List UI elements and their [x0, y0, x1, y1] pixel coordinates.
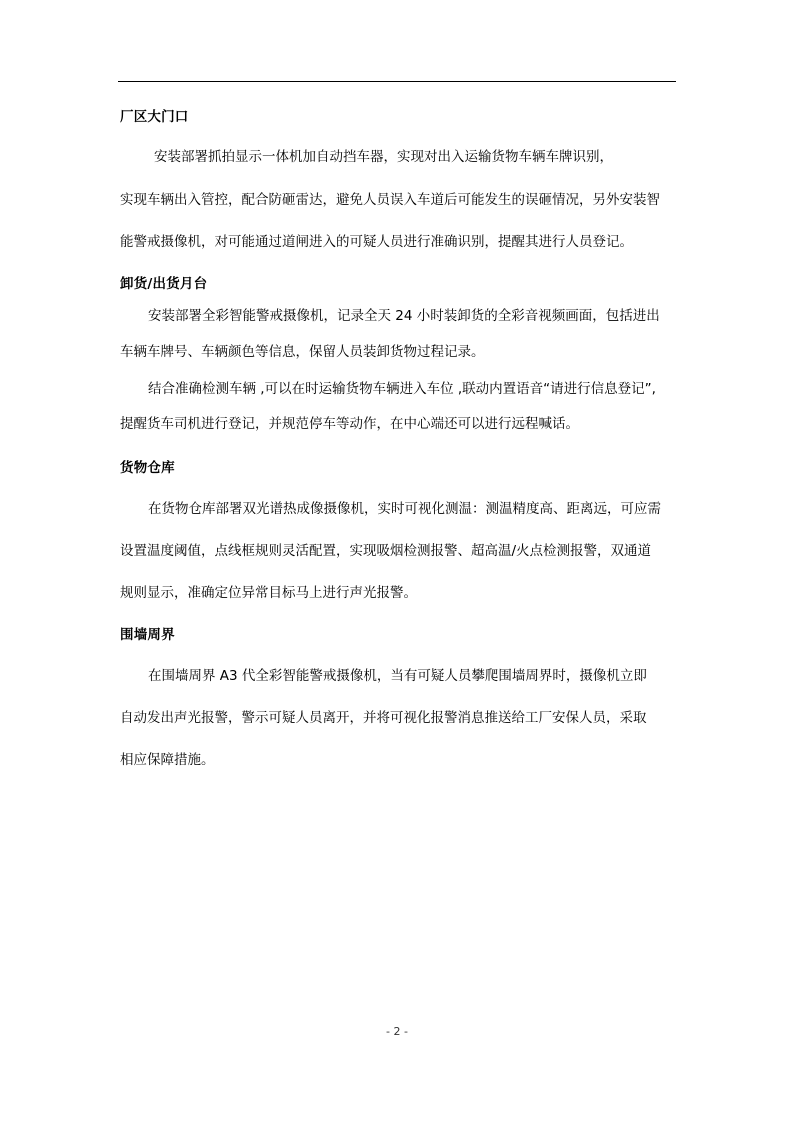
- paragraph-line: 车辆车牌号、车辆颜色等信息，保留人员装卸货物过程记录。: [120, 344, 485, 360]
- paragraph-line: 相应保障措施。: [120, 752, 215, 768]
- paragraph-line: 规则显示，准确定位异常目标马上进行声光报警。: [120, 585, 417, 601]
- header-rule: [118, 81, 676, 82]
- paragraph-line: 能警戒摄像机，对可能通过道闸进入的可疑人员进行准确识别，提醒其进行人员登记。: [120, 234, 633, 250]
- page-number: - 2 -: [386, 1025, 408, 1038]
- section-heading-perimeter: 围墙周界: [120, 627, 175, 643]
- paragraph-line: 在围墙周界 A3 代全彩智能警戒摄像机，当有可疑人员攀爬围墙周界时，摄像机立即: [148, 668, 647, 684]
- paragraph-line: 结合准确检测车辆 ,可以在时运输货物车辆进入车位 ,联动内置语音“请进行信息登记”,: [148, 381, 656, 397]
- section-heading-loading-dock: 卸货/出货月台: [120, 276, 208, 292]
- paragraph-line: 安装部署抓拍显示一体机加自动挡车器，实现对出入运输货物车辆车牌识别，: [154, 149, 613, 165]
- paragraph-line: 安装部署全彩智能警戒摄像机，记录全天 24 小时装卸货的全彩音视频画面，包括进出: [148, 308, 660, 324]
- paragraph-line: 实现车辆出入管控，配合防砸雷达，避免人员误入车道后可能发生的误砸情况，另外安装智: [120, 192, 660, 208]
- section-heading-warehouse: 货物仓库: [120, 460, 175, 476]
- paragraph-line: 设置温度阈值，点线框规则灵活配置，实现吸烟检测报警、超高温/火点检测报警，双通道: [120, 543, 652, 559]
- paragraph-line: 提醒货车司机进行登记，并规范停车等动作，在中心端还可以进行远程喊话。: [120, 416, 579, 432]
- section-heading-gate: 厂区大门口: [120, 109, 189, 125]
- paragraph-line: 自动发出声光报警，警示可疑人员离开，并将可视化报警消息推送给工厂安保人员，采取: [120, 710, 647, 726]
- paragraph-line: 在货物仓库部署双光谱热成像摄像机，实时可视化测温：测温精度高、距离远，可应需: [148, 501, 661, 517]
